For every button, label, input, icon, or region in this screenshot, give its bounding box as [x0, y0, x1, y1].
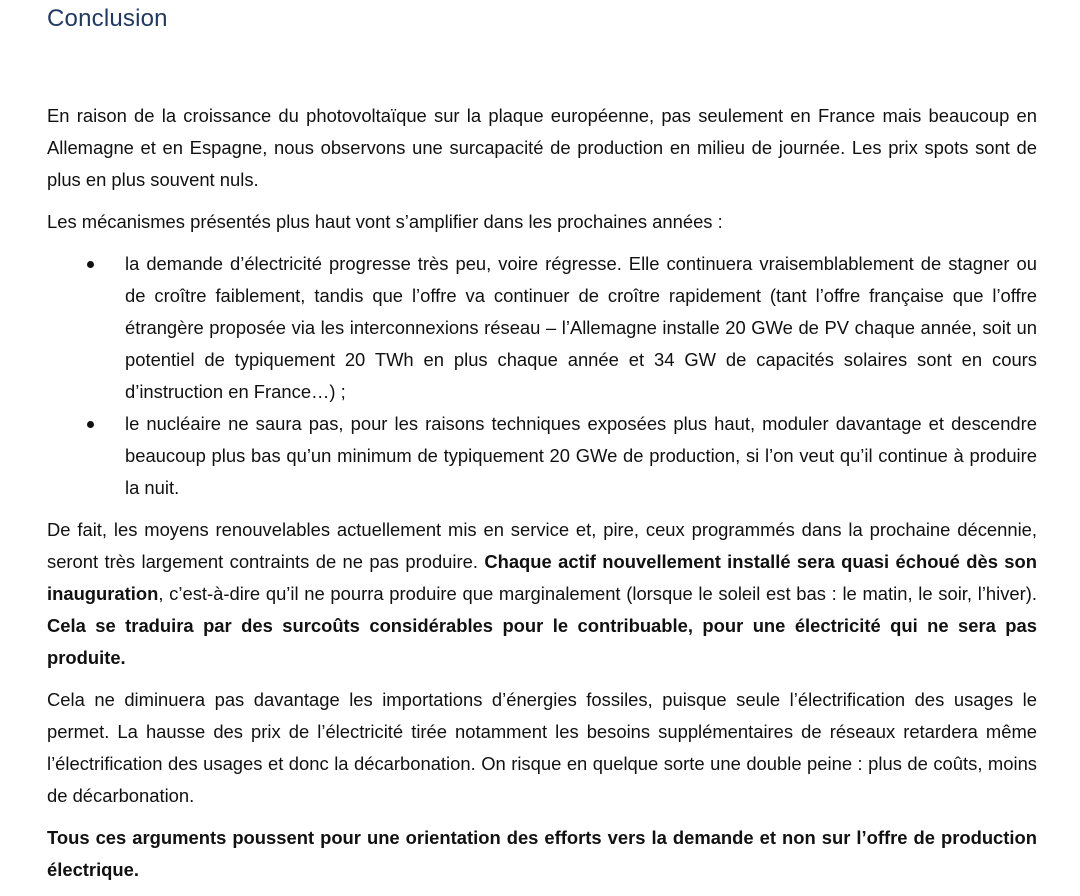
bullet-item-nuclear	[47, 408, 1037, 504]
text-run: De fait, les moyens renouvelables actuellement mis en service et, pire, ceux programmés dans la prochaine décennie, seront très largement contraints de ne pas produire.	[47, 519, 1037, 572]
paragraph-final-conclusion: Tous ces arguments poussent pour une orientation des efforts vers la demande et non sur l’offre de production électrique.	[47, 827, 1037, 880]
bold-text-run: Cela se traduira par des surcoûts considérables pour le contribuable, pour une électricité qui ne sera pas produite.	[47, 615, 1037, 668]
bullet-item-demand	[47, 248, 1037, 408]
bullet-dot-icon	[87, 421, 94, 428]
bullet-list	[47, 248, 1037, 504]
paragraph-photovoltaic-overcapacity: En raison de la croissance du photovoltaïque sur la plaque européenne, pas seulement en France mais beaucoup en Allemagne et en Espagne, nous observons une surcapacité de production en milieu de journée. Les prix spots sont de plus en plus souvent nuls.	[47, 105, 1037, 190]
paragraph-mechanisms-intro: Les mécanismes présentés plus haut vont s’amplifier dans les prochaines années :	[47, 211, 723, 232]
bullet-text: la demande d’électricité progresse très peu, voire régresse. Elle continuera vraisemblablement de stagner ou de croître faiblement, tandis que l’offre va continuer de croître rapidement (tant l’offre française que l’offre étrangère proposée via les interconnexions réseau – l’Allemagne installe 20 GWe de PV chaque année, soit un potentiel de typiquement 20 TWh en plus chaque année et 34 GW de capacités solaires sont en cours d’instruction en France…) ;	[125, 253, 1037, 402]
heading-spacer	[47, 38, 1037, 100]
bold-text-run: Chaque actif nouvellement installé sera quasi échoué dès son inauguration	[47, 551, 1037, 604]
bullet-text: le nucléaire ne saura pas, pour les raisons techniques exposées plus haut, moduler davantage et descendre beaucoup plus bas qu’un minimum de typiquement 20 GWe de production, si l’on veut qu’il continue à produire la nuit.	[125, 413, 1037, 498]
bullet-dot-icon	[87, 261, 94, 268]
paragraph-fossil-imports: Cela ne diminuera pas davantage les importations d’énergies fossiles, puisque seule l’électrification des usages le permet. La hausse des prix de l’électricité tirée notamment les besoins supplémentaires de réseaux retardera même l’électrification des usages et donc la décarbonation. On risque en quelque sorte une double peine : plus de coûts, moins de décarbonation.	[47, 689, 1037, 806]
paragraph-renewables-constrained	[47, 514, 1037, 674]
text-run: , c’est-à-dire qu’il ne pourra produire que marginalement (lorsque le soleil est bas : le matin, le soir, l’hiver).	[158, 583, 1037, 604]
section-heading: Conclusion	[47, 5, 168, 32]
